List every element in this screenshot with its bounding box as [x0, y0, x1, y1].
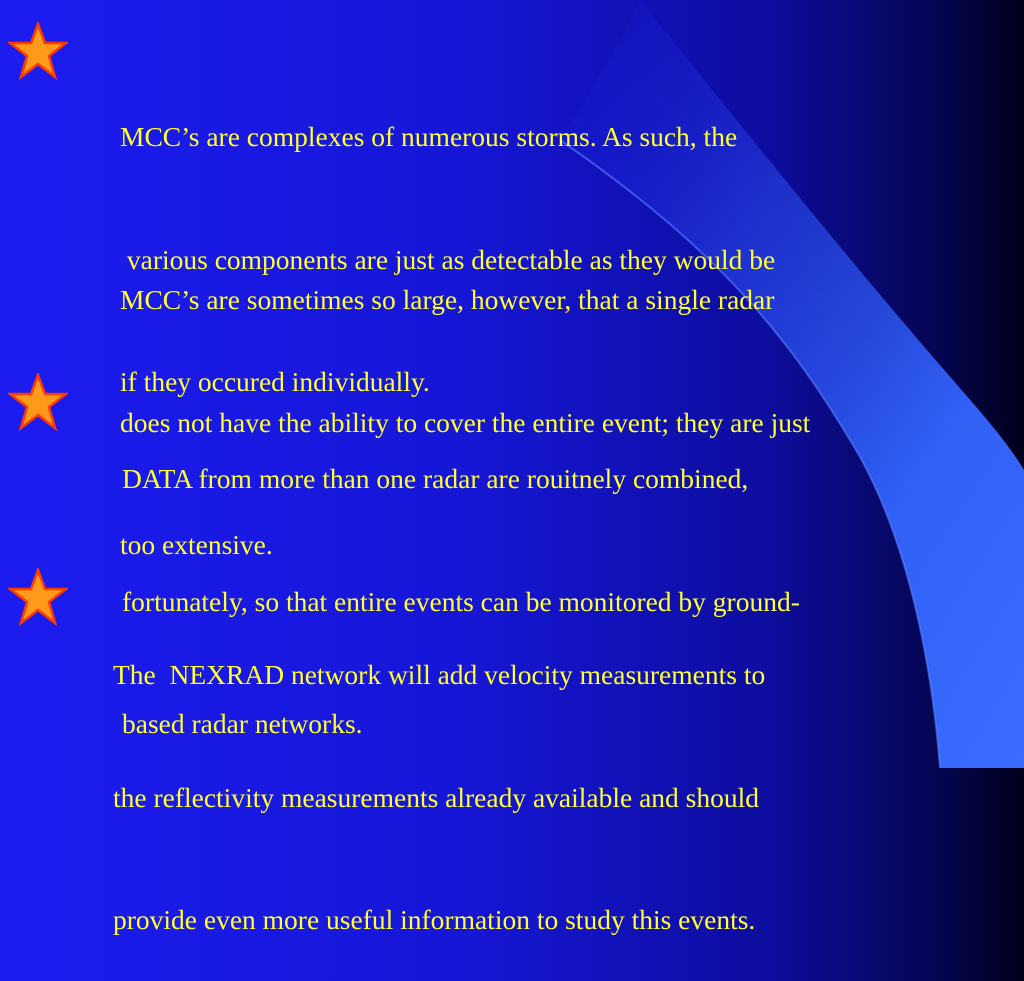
text-line: The NEXRAD network will add velocity measurements to [113, 659, 766, 691]
text-line: does not have the ability to cover the entire event; they are just [120, 406, 811, 438]
text-line: based radar networks. [122, 707, 363, 739]
star-icon [8, 568, 68, 626]
text-line: DATA from more than one radar are rouitnely combined, [122, 463, 749, 495]
text-line: the reflectivity measurements already available and should [113, 781, 759, 813]
text-line: MCC’s are complexes of numerous storms. As such, the [120, 121, 738, 153]
text-line: if they occured individually. [120, 365, 430, 397]
text-line: too extensive. [120, 528, 273, 560]
text-line: various components are just as detectable as they would be [120, 243, 776, 275]
star-icon [8, 373, 68, 431]
bullet-3-paragraph [113, 574, 765, 981]
star-icon [8, 22, 68, 80]
text-line: provide even more useful information to study this events. [113, 903, 756, 935]
text-line: MCC’s are sometimes so large, however, that a single radar [120, 284, 775, 316]
text-line: fortunately, so that entire events can be monitored by ground- [122, 585, 800, 617]
